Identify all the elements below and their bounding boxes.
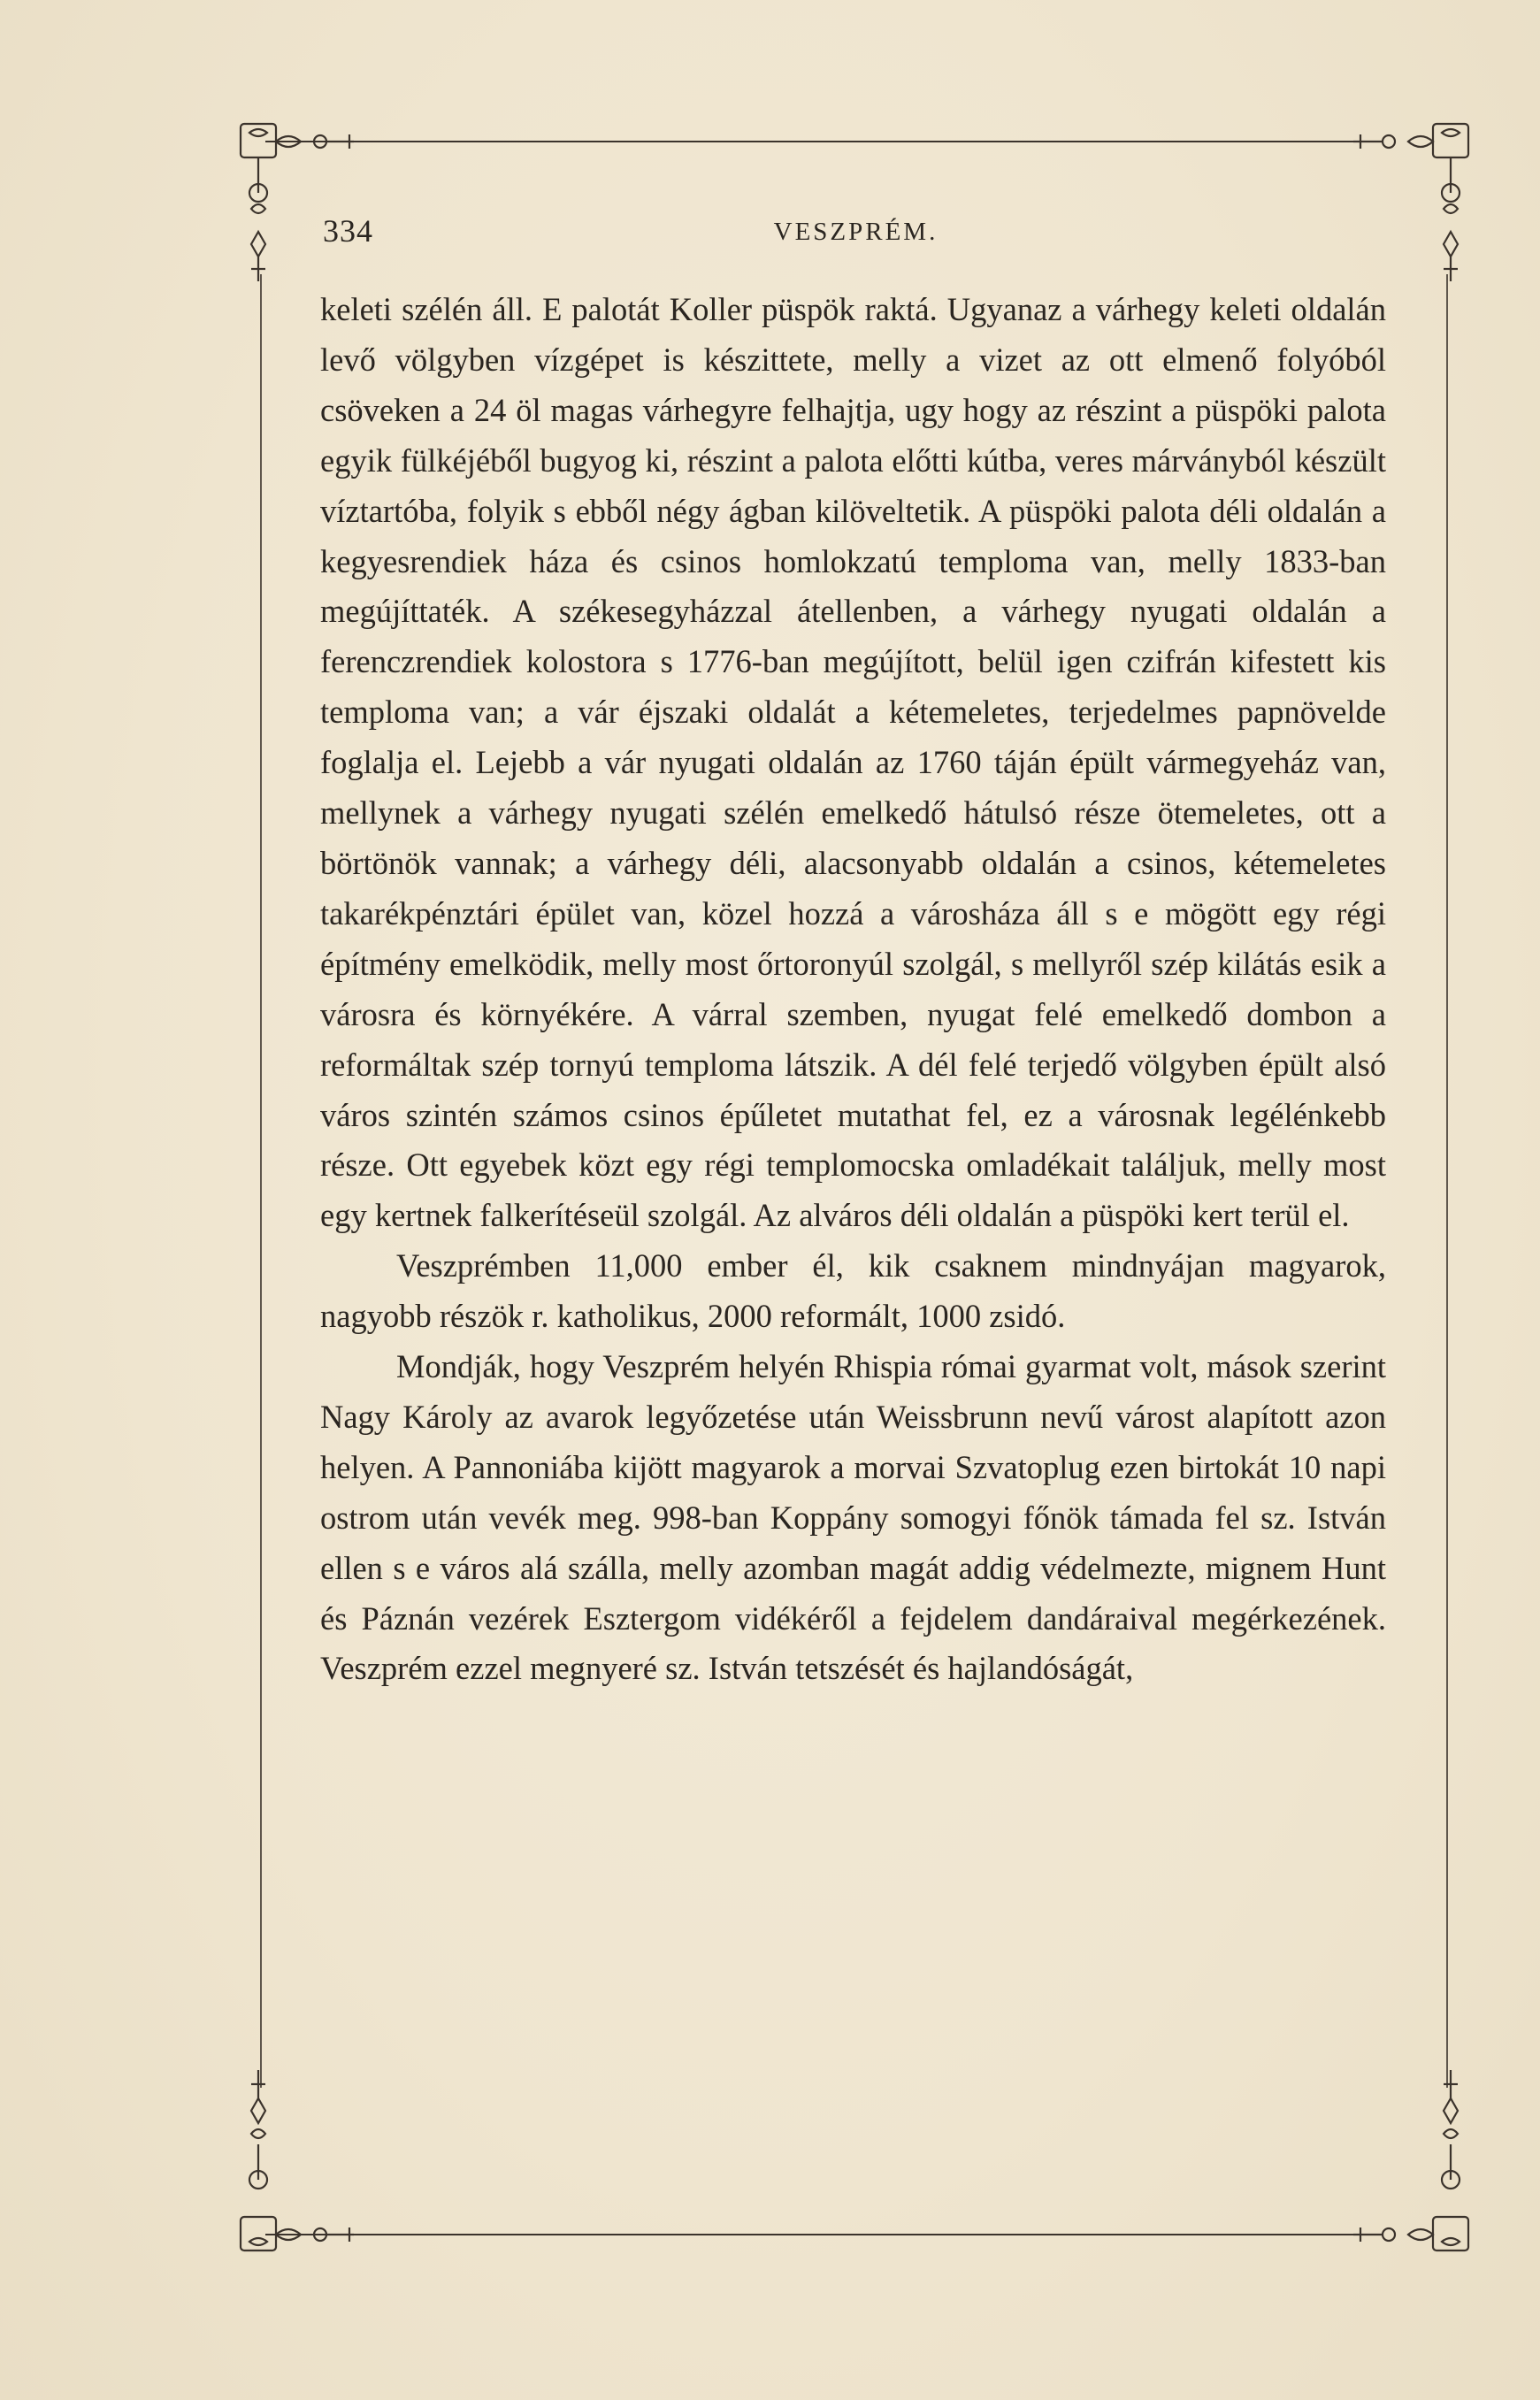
corner-ornament-bottom-left (241, 2070, 354, 2250)
corner-ornament-top-right (1353, 124, 1468, 281)
page-number: 334 (323, 213, 373, 249)
paragraph: Veszprémben 11,000 ember él, kik csaknem mindnyájan magyarok, nagyobb részök r. katholikus, 2000 reformált, 1000 zsidó. (320, 1247, 1386, 1335)
corner-ornament-bottom-right (1353, 2070, 1468, 2250)
paragraph: keleti szélén áll. E palotát Koller püspök raktá. Ugyanaz a várhegy keleti oldalán levő völgyben vízgépet is készittete, melly a vizet az ott elmenő folyóból csöveken a 24 öl magas várhegyre felhajtja, ugy hogy az részint a püspöki palota egyik fülkéjéből bugyog ki, részint a palota előtti kútba, veres márványból készült víztartóba, folyik s ebből négy ágban kilöveltetik. A püspöki palota déli oldalán a kegyesrendiek háza és csinos homlokzatú temploma van, melly 1833-ban megújíttaték. A székesegyházzal átellenben, a várhegy nyugati oldalán a ferenczrendiek kolostora s 1776-ban megújított, belül igen czifrán kifestett kis temploma van; a vár éjszaki oldalát a kétemeletes, terjedelmes papnövelde foglalja el. Lejebb a vár nyugati oldalán az 1760 táján épült vármegyeház van, mellynek a várhegy nyugati szélén emelkedő hátulsó része ötemeletes, ott a börtönök vannak; a várhegy déli, alacsonyabb oldalán a csinos, kétemeletes takarékpénztári épület van, közel hozzá a városháza áll s e mögött egy régi építmény emelködik, melly most őrtoronyúl szolgál, s mellyről szép kilátás esik a városra és környékére. A várral szemben, nyugat felé emelkedő dombon a reformáltak szép tornyú temploma látszik. A dél felé terjedő völgyben épült alsó város szintén számos csinos épűletet mutathat fel, ez a városnak legélénkebb része. Ott egyebek közt egy régi templomocska omladékait találjuk, melly most egy kertnek falkerítéseül szolgál. Az alváros déli oldalán a püspöki kert terül el. (320, 291, 1386, 1234)
running-head (323, 212, 1389, 257)
corner-ornament-top-left (241, 124, 354, 281)
body-text (320, 285, 1386, 1694)
paragraph: Mondják, hogy Veszprém helyén Rhispia római gyarmat volt, mások szerint Nagy Károly az avarok legyőzetése után Weissbrunn nevű várost alapított azon helyen. A Pannoniába kijött magyarok a morvai Szvatoplug ezen birtokát 10 napi ostrom után vevék meg. 998-ban Koppány somogyi főnök támada fel sz. István ellen s e város alá szálla, melly azomban magát addig védelmezte, mignem Hunt és Páznán vezérek Esztergom vidékéről a fejdelem dandáraival megérkezének. Veszprém ezzel megnyeré sz. István tetszését és hajlandóságát, (320, 1348, 1386, 1687)
running-title: VESZPRÉM. (773, 218, 939, 246)
